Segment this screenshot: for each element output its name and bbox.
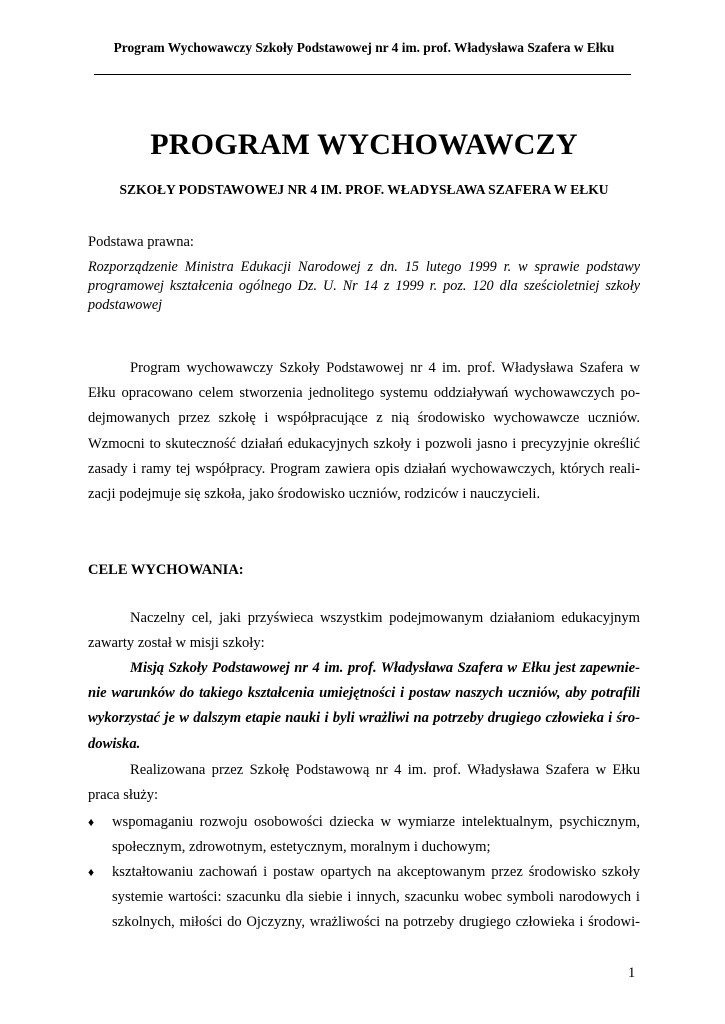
list-item xyxy=(88,860,640,935)
list-item-line: społecznym, zdrowotnym, estetycznym, moralnym i duchowym; xyxy=(112,839,491,855)
list-item-line: wspomaganiu rozwoju osobowości dziecka w wymiarze intelektualnym, psychicznym, xyxy=(112,814,640,830)
paragraph-line: Naczelny cel, jaki przyświeca wszystkim podejmowanym działaniom edukacyjnym xyxy=(130,610,640,626)
diamond-bullet-icon: ♦ xyxy=(88,865,95,879)
legal-basis-line: programowej kształcenia ogólnego Dz. U. Nr 14 z 1999 r. poz. 120 dla sześcioletniej szkoły xyxy=(88,278,640,294)
mission-line: wykorzystać je w dalszym etapie nauki i byli wrażliwi na potrzeby drugiego człowieka i śro- xyxy=(88,710,640,727)
diamond-bullet-icon: ♦ xyxy=(88,815,95,829)
document-subtitle: SZKOŁY PODSTAWOWEJ NR 4 IM. PROF. WŁADYSŁAWA SZAFERA W EŁKU xyxy=(119,182,609,197)
legal-basis-line: podstawowej xyxy=(88,297,163,313)
page-number: 1 xyxy=(628,965,636,981)
mission-line: nie warunków do takiego kształcenia umiejętności i postaw naszych uczniów, aby potrafili xyxy=(88,685,640,702)
mission-line: Misją Szkoły Podstawowej nr 4 im. prof. Władysława Szafera w Ełku jest zapewnie- xyxy=(130,660,640,676)
paragraph-line: Realizowana przez Szkołę Podstawową nr 4 im. prof. Władysława Szafera w Ełku xyxy=(130,762,640,778)
mission-line: dowiska. xyxy=(88,735,141,752)
service-paragraph xyxy=(88,758,640,808)
list-item-line: szkolnych, miłości do Ojczyzny, wrażliwości na potrzeby drugiego człowieka i środowi- xyxy=(112,914,640,930)
paragraph-line: dejmowanych przez szkołę i współpracujące z nią środowisko wychowawcze uczniów. xyxy=(88,410,640,427)
legal-basis-label: Podstawa prawna: xyxy=(88,234,194,250)
paragraph-line: zacji podejmuje się szkoła, jako środowisko uczniów, rodziców i nauczycieli. xyxy=(88,486,541,503)
running-header: Program Wychowawczy Szkoły Podstawowej nr 4 im. prof. Władysława Szafera w Ełku xyxy=(113,40,615,55)
goals-bullet-list xyxy=(88,810,640,935)
goals-intro-paragraph xyxy=(88,606,640,656)
section-heading-goals: CELE WYCHOWANIA: xyxy=(88,562,244,578)
mission-statement xyxy=(88,656,640,757)
list-item xyxy=(88,810,640,860)
paragraph-line: Ełku opracowano celem stworzenia jednolitego systemu oddziaływań wychowawczych po- xyxy=(88,385,640,402)
paragraph-line: Program wychowawczy Szkoły Podstawowej nr 4 im. prof. Władysława Szafera w xyxy=(130,360,640,376)
list-item-line: systemie wartości: szacunku dla siebie i innych, szacunku wobec symboli narodowych i xyxy=(112,889,640,905)
header-divider xyxy=(94,74,631,75)
intro-paragraph xyxy=(88,356,640,507)
legal-basis-text xyxy=(88,258,640,315)
list-item-line: kształtowaniu zachowań i postaw opartych na akceptowanym przez środowisko szkoły xyxy=(112,864,640,880)
document-title: PROGRAM WYCHOWAWCZY xyxy=(150,128,578,161)
paragraph-line: zasady i ramy tej współpracy. Program zawiera opis działań wychowawczych, których reali- xyxy=(88,460,640,477)
paragraph-line: praca służy: xyxy=(88,787,159,804)
paragraph-line: zawarty został w misji szkoły: xyxy=(88,635,265,652)
legal-basis-line: Rozporządzenie Ministra Edukacji Narodowej z dn. 15 lutego 1999 r. w sprawie podstawy xyxy=(88,259,640,275)
paragraph-line: Wzmocni to skuteczność działań edukacyjnych szkoły i pozwoli jasno i precyzyjnie określić xyxy=(88,435,640,452)
